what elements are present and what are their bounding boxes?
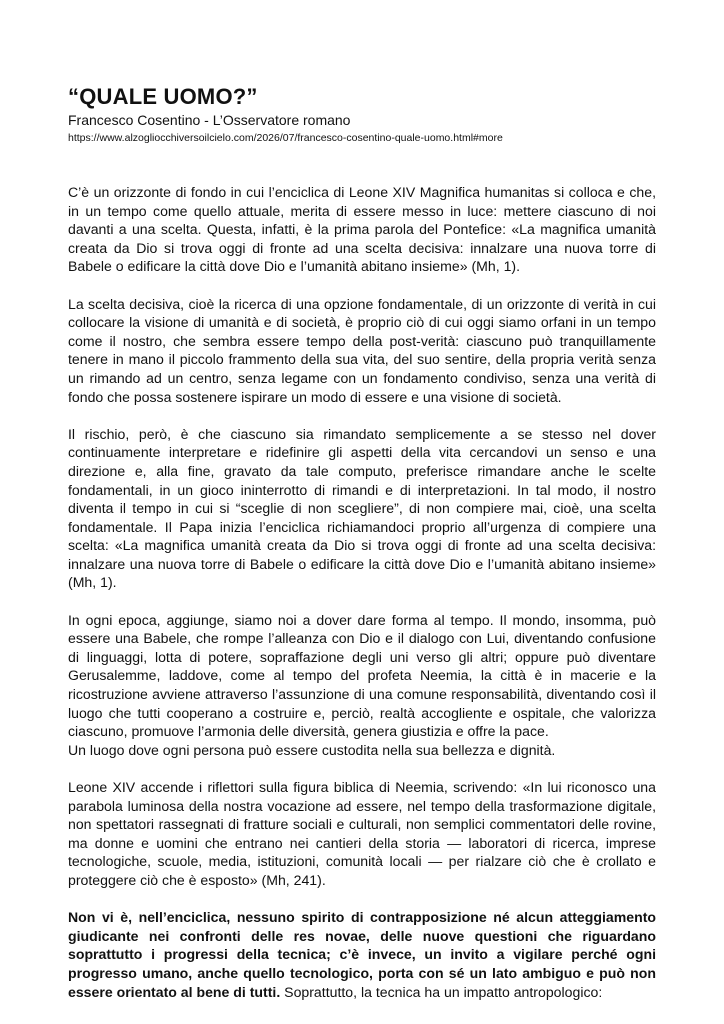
paragraph-7 bbox=[68, 908, 656, 1001]
article-body bbox=[68, 183, 656, 1020]
paragraph-4: In ogni epoca, aggiunge, siamo noi a dover dare forma al tempo. Il mondo, insomma, può essere una Babele, che rompe l’alleanza con Dio e il dialogo con Lui, diventando confusione di linguaggi, lotta di potere, sopraffazione degli uni verso gli altri; oppure può diventare Gerusalemme, laddove, come al tempo del profeta Neemia, la città è in macerie e la ricostruzione avviene attraverso l’assunzione di una comune responsabilità, diventando così il luogo che tutti cooperano a costruire e, perciò, realtà accogliente e ospitale, che valorizza ciascuno, promuove l’armonia delle diversità, genera giustizia e offre la pace. bbox=[68, 611, 656, 740]
paragraph-2: La scelta decisiva, cioè la ricerca di una opzione fondamentale, di un orizzonte di verità in cui collocare la visione di umanità e di società, è proprio ciò di cui oggi siamo orfani in un tempo come il nostro, che sembra essere tempo della post-verità: ciascuno può tranquillamente tenere in mano il piccolo frammento della sua vita, del suo sentire, della propria verità senza un rimando ad un centro, senza legame con un fondamento condiviso, senza una verità di fondo che possa sostenere ispirare un modo di essere e una visione di società. bbox=[68, 295, 656, 405]
paragraph-6: Leone XIV accende i riflettori sulla figura biblica di Neemia, scrivendo: «In lui riconosco una parabola luminosa della nostra vocazione ad essere, nel tempo della trasformazione digitale, non spettatori rassegnati di fratture sociali e culturali, non semplici commentatori delle rovine, ma donne e uomini che entrano nei cantieri della storia — laboratori di ricerca, imprese tecnologiche, scuole, media, istituzioni, comunità locali — per rialzare ciò che è crollato e proteggere ciò che è esposto» (Mh, 241). bbox=[68, 779, 656, 888]
source-url: https://www.alzogliocchiversoilcielo.com/2026/07/francesco-cosentino-quale-uomo.html#more bbox=[68, 132, 503, 144]
article-title: “QUALE UOMO?” bbox=[68, 84, 258, 109]
article-byline: Francesco Cosentino - L’Osservatore romano bbox=[68, 112, 351, 128]
paragraph-7-rest: Soprattutto, la tecnica ha un impatto antropologico: bbox=[280, 983, 603, 1000]
paragraph-7-bold: Non vi è, nell’enciclica, nessuno spirito di contrapposizione né alcun atteggiamento giudicante nei confronti delle res novae, delle nuove questioni che riguardano soprattutto i progressi della tecnica; c’è invece, un invito a vigilare perché ogni progresso umano, anche quello tecnologico, porta con sé un lato ambiguo e può non essere orientato al bene di tutti. bbox=[68, 909, 656, 1000]
paragraph-5: Un luogo dove ogni persona può essere custodita nella sua bellezza e dignità. bbox=[68, 741, 556, 758]
paragraph-1: C’è un orizzonte di fondo in cui l’enciclica di Leone XIV Magnifica humanitas si colloca e che, in un tempo come quello attuale, merita di essere messo in luce: mettere ciascuno di noi davanti a una scelta. Questa, infatti, è la prima parola del Pontefice: «La magnifica umanità creata da Dio si trova oggi di fronte ad una scelta decisiva: innalzare una nuova torre di Babele o edificare la città dove Dio e l’umanità abitano insieme» (Mh, 1). bbox=[68, 184, 656, 275]
paragraph-3: Il rischio, però, è che ciascuno sia rimandato semplicemente a se stesso nel dover continuamente interpretare e ridefinire gli aspetti della vita cercandovi un senso e una direzione e, alla fine, gravato da tale computo, preferisce rimandare anche le scelte fondamentali, in un gioco ininterrotto di rimandi e di interpretazioni. In tal modo, il nostro diventa il tempo in cui si “sceglie di non scegliere”, di non compiere mai, cioè, una scelta fondamentale. Il Papa inizia l’enciclica richiamandoci proprio all’urgenza di compiere una scelta: «La magnifica umanità creata da Dio si trova oggi di fronte ad una scelta decisiva: innalzare una nuova torre di Babele o edificare la città dove Dio e l’umanità abitano insieme» (Mh, 1). bbox=[68, 425, 656, 591]
